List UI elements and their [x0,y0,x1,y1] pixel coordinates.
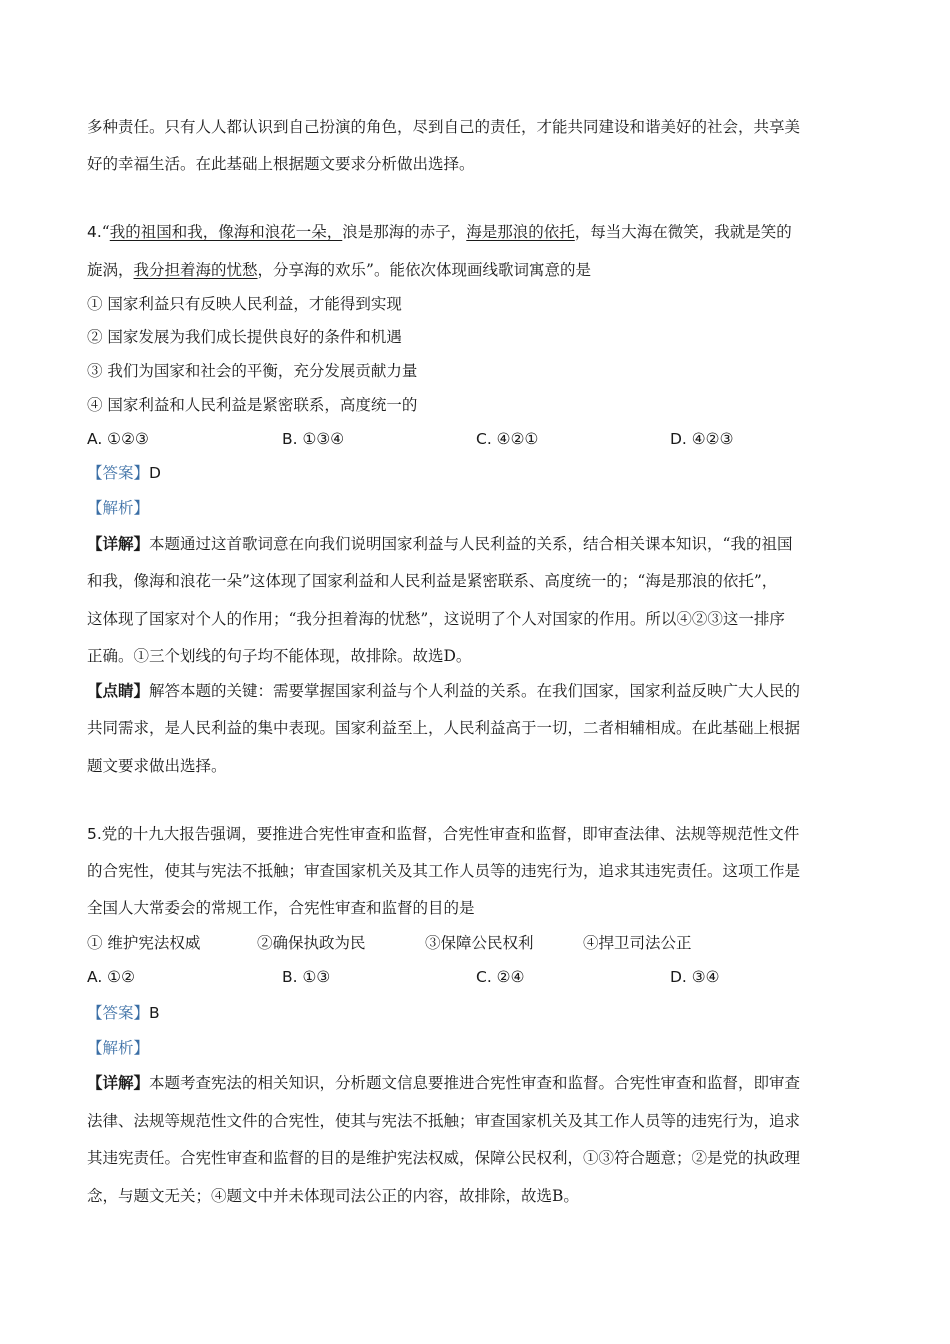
q4-quote-open: “ [101,223,110,241]
q4-stem-line-2 [87,260,591,280]
q5-stem-line-3: 全国人大常委会的常规工作，合宪性审查和监督的目的是 [87,899,475,917]
q5-option-c: C. ②④ [476,968,525,986]
q4-underline-1: 我的祖国和我，像海和浪花一朵， [109,223,343,241]
q4-text-2: ，每当大海在微笑，我就是笑的 [574,223,792,241]
q4-option-c: C. ④②① [476,430,539,448]
q5-option-b: B. ①③ [282,968,331,986]
q4-point-line-3: 题文要求做出选择。 [87,757,227,775]
q4-analysis-tag: 【解析】 [87,499,150,517]
q4-option-a: A. ①②③ [87,430,149,448]
q4-item-1: ① 国家利益只有反映人民利益，才能得到实现 [87,295,402,313]
q5-answer [87,1003,160,1023]
q4-stem-line-1 [87,222,792,242]
q4-point-line-1 [87,681,800,701]
q4-text-3: 旋涡， [87,261,134,279]
q4-item-2: ② 国家发展为我们成长提供良好的条件和机遇 [87,328,402,346]
q4-answer [87,463,161,483]
q5-item-1: ① 维护宪法权威 [87,934,201,952]
q4-item-4: ④ 国家利益和人民利益是紧密联系，高度统一的 [87,396,418,414]
q5-option-d: D. ③④ [670,968,720,986]
q4-underline-3: 我分担着海的忧愁 [133,261,258,279]
q5-option-a: A. ①② [87,968,135,986]
intro-line-1: 多种责任。只有人人都认识到自己扮演的角色，尽到自己的责任，才能共同建设和谐美好的社会，共享美 [87,118,801,136]
q5-stem-line-1 [87,824,799,844]
q5-detail-line-3: 其违宪责任。合宪性审查和监督的目的是维护宪法权威，保障公民权利，①③符合题意；②是党的执政理 [87,1149,801,1167]
q4-text-1: 浪是那海的赤子， [342,223,467,241]
q5-answer-value: B [149,1004,160,1022]
q4-detail-tag: 【详解】 [87,534,150,553]
q5-detail-line-2: 法律、法规等规范性文件的合宪性，使其与宪法不抵触；审查国家机关及其工作人员等的违宪行为，追求 [87,1112,801,1130]
q5-stem-text-1: 党的十九大报告强调，要推进合宪性审查和监督，合宪性审查和监督，即审查法律、法规等规范性文件 [101,825,800,843]
q5-detail-text-1: 本题考查宪法的相关知识，分析题文信息要推进合宪性审查和监督。合宪性审查和监督，即审查 [149,1074,801,1092]
q5-answer-tag: 【答案】 [87,1004,150,1022]
q4-option-d: D. ④②③ [670,430,734,448]
q4-underline-2: 海是那浪的依托 [466,223,575,241]
q5-item-4: ④捍卫司法公正 [583,934,692,952]
intro-line-2: 好的幸福生活。在此基础上根据题文要求分析做出选择。 [87,155,475,173]
q4-detail-line-4: 正确。①三个划线的句子均不能体现，故排除。故选D。 [87,647,472,665]
q5-item-2: ②确保执政为民 [257,934,366,952]
q4-detail-line-2: 和我，像海和浪花一朵”这体现了国家利益和人民利益是紧密联系、高度统一的；“海是那浪的依托”， [87,572,778,590]
q5-detail-tag: 【详解】 [87,1073,150,1092]
q4-option-b: B. ①③④ [282,430,345,448]
q5-stem-line-2: 的合宪性，使其与宪法不抵触；审查国家机关及其工作人员等的违宪行为，追求其违宪责任。这项工作是 [87,862,801,880]
q4-detail-text-1: 本题通过这首歌词意在向我们说明国家利益与人民利益的关系，结合相关课本知识，“我的祖国 [149,535,793,553]
q4-item-3: ③ 我们为国家和社会的平衡，充分发展贡献力量 [87,362,418,380]
q4-detail-line-3: 这体现了国家对个人的作用；“我分担着海的忧愁”，这说明了个人对国家的作用。所以④②③这一排序 [87,610,785,628]
q4-answer-tag: 【答案】 [87,464,150,482]
q4-answer-value: D [149,464,161,482]
q4-text-4: ，分享海的欢乐”。能依次体现画线歌词寓意的是 [257,261,591,279]
q4-point-text-1: 解答本题的关键：需要掌握国家利益与个人利益的关系。在我们国家，国家利益反映广大人民的 [149,682,801,700]
q5-analysis-tag: 【解析】 [87,1039,150,1057]
q4-number: 4. [87,223,102,241]
q5-item-3: ③保障公民权利 [425,934,534,952]
q5-detail-line-4: 念，与题文无关；④题文中并未体现司法公正的内容，故排除，故选B。 [87,1187,579,1205]
q4-point-line-2: 共同需求，是人民利益的集中表现。国家利益至上，人民利益高于一切，二者相辅相成。在此基础上根据 [87,719,801,737]
q5-number: 5. [87,825,102,843]
q5-detail-line-1 [87,1073,800,1093]
q4-point-tag: 【点睛】 [87,681,150,700]
q4-detail-line-1 [87,534,792,554]
